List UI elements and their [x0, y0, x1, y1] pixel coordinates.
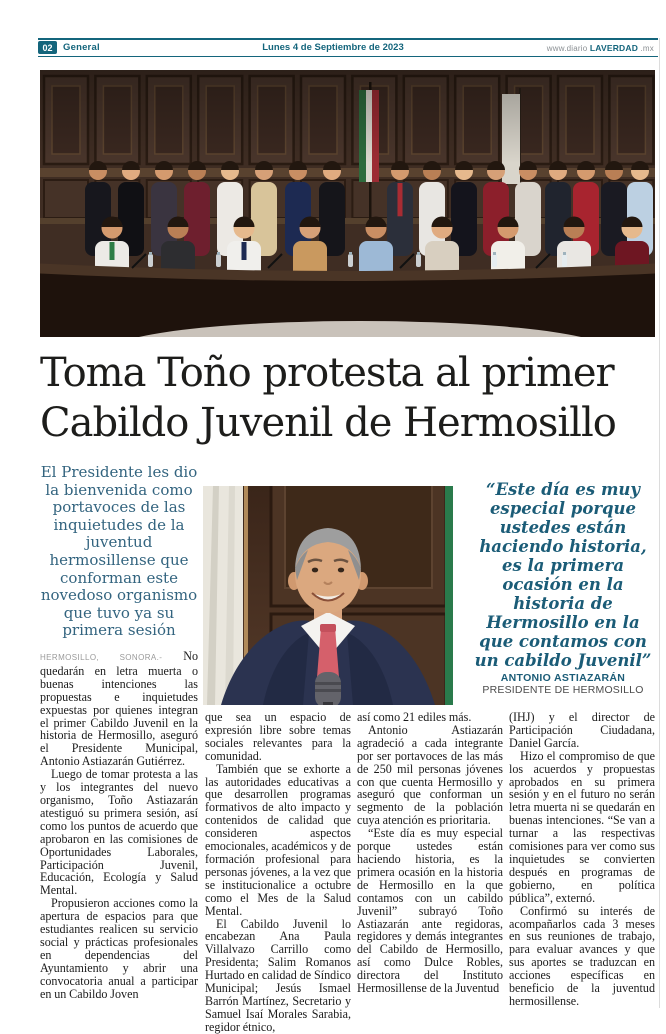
- green-flag-edge: [445, 486, 453, 705]
- paragraph: [40, 650, 198, 768]
- masthead-brand: LAVERDAD: [589, 43, 639, 53]
- paragraph: Hizo el compromiso de que los acuerdos y propuestas aprobados en su primera sesión y en el futuro no serán letra muerta ni se quedarán en buenas intenciones. “Se van a turnar a las respectivas comisiones para ver como sus inquietudes se convierten después en programas de gobierno, en política pública”, externó.: [509, 748, 655, 905]
- article-lede: El Presidente les dio la bienvenida como portavoces de las inquietudes de la juventud hermosillense que conforman este novedoso organismo que tuvo ya su primera sesión: [40, 463, 198, 640]
- paragraph: “Este día es muy especial porque ustedes están haciendo historia, es la primera ocasión en la historia de Hermosillo en la que contamos con un cabildo Juvenil” subrayó Toño Astiazarán ante regidoras, regidores y demás integrantes del Cabildo de Hermosillo, así como Dulce Robles, directora del Instituto Hermosillense de la Juventud: [357, 826, 503, 996]
- headline: [40, 348, 640, 448]
- pull-quote-role: PRESIDENTE DE HERMOSILLO: [482, 684, 644, 696]
- paragraph: que sea un espacio de expresión libre sobre temas sociales relevantes para la comunidad.: [205, 710, 351, 763]
- page-edge-rule: [659, 38, 660, 1008]
- headline-line-1: Toma Toño protesta al primer: [40, 350, 614, 396]
- portrait-photo-mayor: [203, 486, 453, 705]
- masthead-suffix: .mx: [640, 44, 654, 53]
- paragraph-text: No quedarán en letra muerta o buenas intenciones las propuestas e inquietudes expuestas por quienes integran el primer Cabildo Juvenil en la historia de Hermosillo, aseguró el Presidente Municipal, Antonio Astiazarán Gutiérrez.: [40, 649, 198, 769]
- main-photo-art: [40, 70, 655, 337]
- microphone: [315, 672, 341, 705]
- paragraph: El Cabildo Juvenil lo encabezan Ana Paula Villalvazo Carrillo como Presidenta; Salim Romanos Hurtado en calidad de Síndico Municipal; Jesús Ismael Barrón Martínez, Secretario y Samuel Isaí Morales Sarabia, regidor étnico,: [205, 916, 351, 1034]
- paragraph: También que se exhorte a las autoridades educativas a que desarrollen programas formativos de alto impacto y contenidos de calidad que consideren aspectos emocionales, académicos y de formación profesional para personas jóvenes, a la vez que se institucionalice a octubre como el Mes de la Salud Mental.: [205, 761, 351, 918]
- headline-line-2: Cabildo Juvenil de Hermosillo: [40, 400, 616, 446]
- section-label: General: [63, 42, 100, 53]
- masthead-prefix: www.diario: [546, 44, 588, 53]
- header-bottom-rule: [38, 56, 658, 57]
- body-column-2: [205, 711, 351, 1034]
- body-column-4: [509, 711, 655, 1008]
- pull-quote: [468, 480, 658, 696]
- paragraph: Luego de tomar protesta a las y los integrantes del nuevo organismo, Toño Astiazarán atestiguó su primera sesión, así como los puntos de acuerdo que aprobaron en las comisiones de Oportunidades Laborales, Participación Juvenil, Educación, Ecología y Salud Mental.: [40, 767, 198, 898]
- edition-date: Lunes 4 de Septiembre de 2023: [262, 42, 404, 53]
- header-top-rule: [38, 38, 658, 40]
- masthead-url: [547, 43, 654, 53]
- paragraph: Confirmó su interés de acompañarlos cada 3 meses en sus reuniones de trabajo, para evaluar avances y que sus aportes se traduzcan en acciones específicas en beneficio de la juventud hermosillense.: [509, 903, 655, 1008]
- main-photo-council-group: [40, 70, 655, 337]
- pull-quote-text: “Este día es muy especial porque ustedes están haciendo historia, es la primera ocasión en la historia de Hermosillo en la que contamos con un cabildo Juvenil”: [474, 480, 652, 670]
- pull-quote-author: ANTONIO ASTIAZARÁN: [500, 672, 626, 684]
- paragraph: (IHJ) y el director de Participación Ciudadana, Daniel García.: [509, 710, 655, 750]
- paragraph: Propusieron acciones como la apertura de espacios para que estudiantes realicen su servicio social y prácticas profesionales en dependencias del Ayuntamiento y abrir una convocatoria anual a participar en un Cabildo Joven: [40, 896, 198, 1001]
- body-column-3: [357, 711, 503, 995]
- paragraph: Antonio Astiazarán agradeció a cada integrante por ser portavoces de las más de 250 mil personas jóvenes con que cuenta Hermosillo y aseguró que conforman un segmento de la población cuya atención es prioritaria.: [357, 722, 503, 828]
- paragraph: así como 21 ediles más.: [357, 710, 472, 724]
- portrait-photo-art: [203, 486, 453, 705]
- body-column-1: [40, 650, 198, 1000]
- dateline: HERMOSILLO, SONORA.-: [40, 653, 163, 662]
- page-number: 02: [38, 41, 57, 54]
